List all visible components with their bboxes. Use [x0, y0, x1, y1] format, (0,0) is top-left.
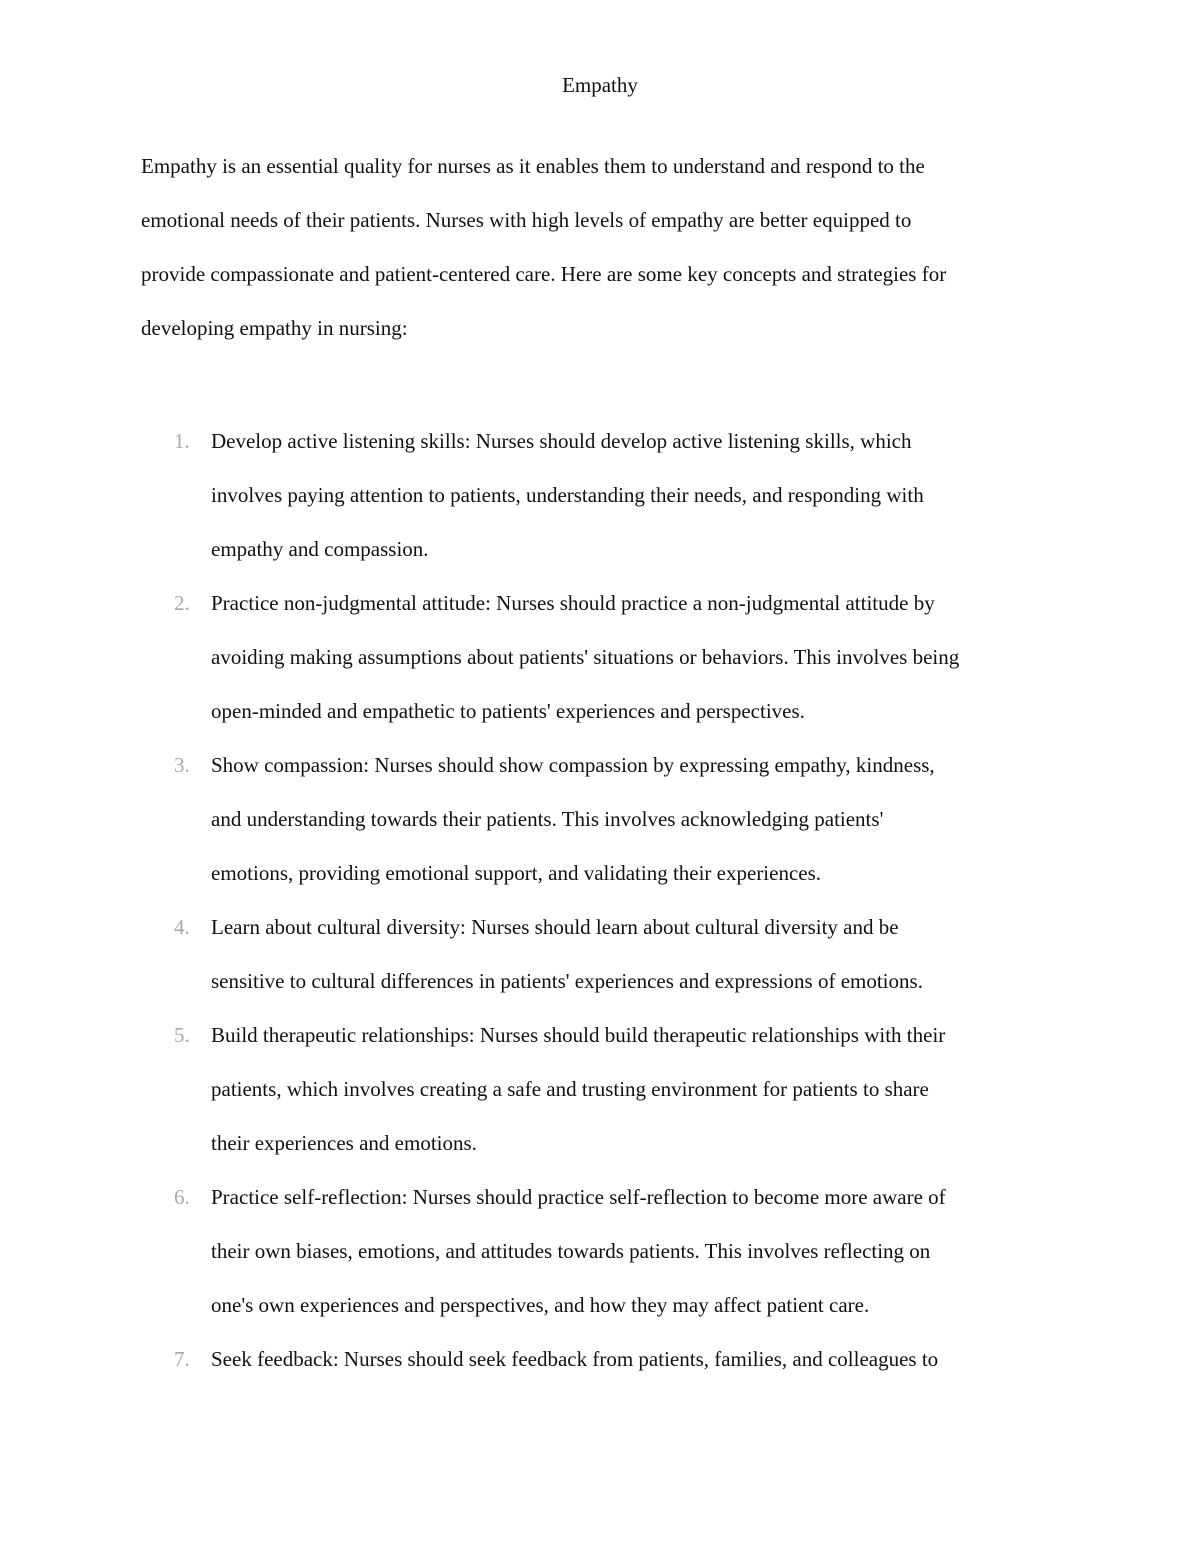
list-item-text — [211, 414, 1200, 576]
list-item-line: sensitive to cultural differences in patients' experiences and expressions of emotions. — [211, 969, 923, 993]
intro-line: developing empathy in nursing: — [141, 316, 408, 340]
list-item-line: avoiding making assumptions about patients' situations or behaviors. This involves being — [211, 645, 960, 669]
list-item-text — [211, 1008, 1200, 1170]
list-item-number: 3. — [174, 753, 190, 777]
list-item-number: 5. — [174, 1023, 190, 1047]
list-item-text — [211, 738, 1200, 900]
list-item — [0, 900, 1200, 1008]
list-item — [0, 414, 1200, 576]
list-item-line: Build therapeutic relationships: Nurses should build therapeutic relationships with their — [211, 1023, 946, 1047]
list-item-text — [211, 1332, 1200, 1386]
list-item-line: Learn about cultural diversity: Nurses should learn about cultural diversity and be — [211, 915, 899, 939]
list-item — [0, 1170, 1200, 1332]
list-item-number: 1. — [174, 429, 190, 453]
strategies-list — [0, 414, 1200, 1386]
intro-line: Empathy is an essential quality for nurses as it enables them to understand and respond to the — [141, 154, 925, 178]
list-item — [0, 576, 1200, 738]
intro-line: provide compassionate and patient-centered care. Here are some key concepts and strategies for — [141, 262, 947, 286]
list-item-line: Develop active listening skills: Nurses should develop active listening skills, which — [211, 429, 912, 453]
intro-paragraph — [141, 139, 1061, 355]
list-item-number: 4. — [174, 915, 190, 939]
list-item-line: Show compassion: Nurses should show compassion by expressing empathy, kindness, — [211, 753, 935, 777]
intro-line: emotional needs of their patients. Nurses with high levels of empathy are better equipped to — [141, 208, 912, 232]
list-item-line: Seek feedback: Nurses should seek feedback from patients, families, and colleagues to — [211, 1347, 939, 1371]
list-item-text — [211, 576, 1200, 738]
list-item-line: Practice self-reflection: Nurses should practice self-reflection to become more aware of — [211, 1185, 946, 1209]
list-item-line: empathy and compassion. — [211, 537, 429, 561]
list-item-line: emotions, providing emotional support, and validating their experiences. — [211, 861, 822, 885]
list-item-line: involves paying attention to patients, understanding their needs, and responding with — [211, 483, 924, 507]
list-item-line: and understanding towards their patients. This involves acknowledging patients' — [211, 807, 884, 831]
list-item-line: patients, which involves creating a safe and trusting environment for patients to share — [211, 1077, 929, 1101]
list-item-line: Practice non-judgmental attitude: Nurses should practice a non-judgmental attitude by — [211, 591, 935, 615]
list-item-line: one's own experiences and perspectives, and how they may affect patient care. — [211, 1293, 870, 1317]
list-item — [0, 738, 1200, 900]
list-item-line: their own biases, emotions, and attitudes towards patients. This involves reflecting on — [211, 1239, 931, 1263]
list-item — [0, 1008, 1200, 1170]
document-title: Empathy — [562, 73, 638, 97]
list-item-number: 6. — [174, 1185, 190, 1209]
list-item-text — [211, 900, 1200, 1008]
list-item-line: their experiences and emotions. — [211, 1131, 477, 1155]
list-item-number: 2. — [174, 591, 190, 615]
list-item — [0, 1332, 1200, 1386]
list-item-number: 7. — [174, 1347, 190, 1371]
list-item-line: open-minded and empathetic to patients' experiences and perspectives. — [211, 699, 805, 723]
list-item-text — [211, 1170, 1200, 1332]
